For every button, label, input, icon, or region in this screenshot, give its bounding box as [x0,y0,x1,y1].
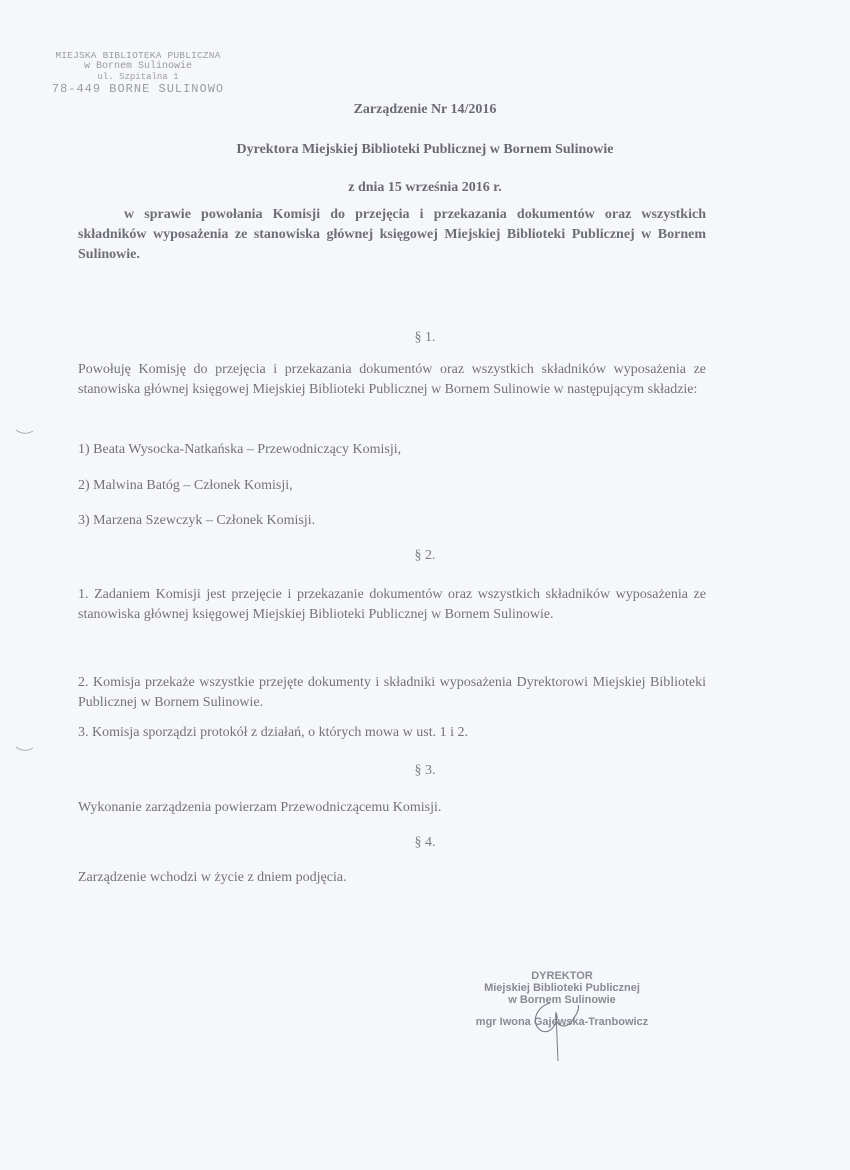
document-issuer: Dyrektora Miejskiej Biblioteki Publicznej w Bornem Sulinowie [236,142,614,157]
punch-hole-mark [14,428,36,438]
signatory-name: mgr Iwona Gajewska-Tranbowicz [475,1016,649,1028]
section-1-heading: § 1. [414,330,436,345]
punch-hole-mark [14,745,36,755]
section-2-heading: § 2. [414,548,436,563]
section-4-text: Zarządzenie wchodzi w życie z dniem podjęcia. [78,870,347,885]
member-item: 2) Malwina Batóg – Członek Komisji, [78,478,293,493]
library-stamp [28,50,248,96]
document-title: Zarządzenie Nr 14/2016 [353,102,497,117]
stamp-line-3: ul. Szpitalna 1 [97,72,179,82]
section-4-heading: § 4. [414,835,436,850]
stamp-line-4: 78-449 BORNE SULINOWO [51,82,225,96]
subject-text: w sprawie powołania Komisji do przejęcia i przekazania dokumentów oraz wszystkich składników wyposażenia ze stanowiska głównej księgowej Miejskiej Biblioteki Publicznej w Bornem Sulinowie. [78,207,706,262]
section-2-item-2 [78,673,706,713]
stamp-institution: Miejskiej Biblioteki Publicznej [484,982,640,994]
section-2-item-text: 1. Zadaniem Komisji jest przejęcie i przekazanie dokumentów oraz wszystkich składników wyposażenia ze stanowiska głównej księgowej Miejskiej Biblioteki Publicznej w Bornem Sulinowie. [78,587,706,622]
stamp-location: w Bornem Sulinowie [508,994,616,1006]
section-1-paragraph: Powołuję Komisję do przejęcia i przekazania dokumentów oraz wszystkich składników wyposażenia ze stanowiska głównej księgowej Miejskiej Biblioteki Publicznej w Bornem Sulinowie w następującym składzie: [78,362,706,397]
stamp-title: DYREKTOR [531,970,593,982]
stamp-line-2: w Bornem Sulinowie [83,61,193,72]
member-item: 1) Beata Wysocka-Natkańska – Przewodniczący Komisji, [78,442,402,457]
section-3-heading: § 3. [414,763,436,778]
document-date: z dnia 15 września 2016 r. [348,180,502,195]
member-item: 3) Marzena Szewczyk – Członek Komisji. [78,513,316,528]
handwritten-signature [520,995,600,1065]
section-1-text [78,360,706,400]
stamp-line-1: MIEJSKA BIBLIOTEKA PUBLICZNA [55,50,221,61]
document-subject [78,205,706,265]
section-3-text: Wykonanie zarządzenia powierzam Przewodniczącemu Komisji. [78,800,442,815]
section-2-item-3: 3. Komisja sporządzi protokół z działań, o których mowa w ust. 1 i 2. [78,725,468,740]
section-2-item-1 [78,585,706,625]
section-2-item-text: 2. Komisja przekaże wszystkie przejęte dokumenty i składniki wyposażenia Dyrektorowi Miejskiej Biblioteki Publicznej w Bornem Sulinowie. [78,675,706,710]
